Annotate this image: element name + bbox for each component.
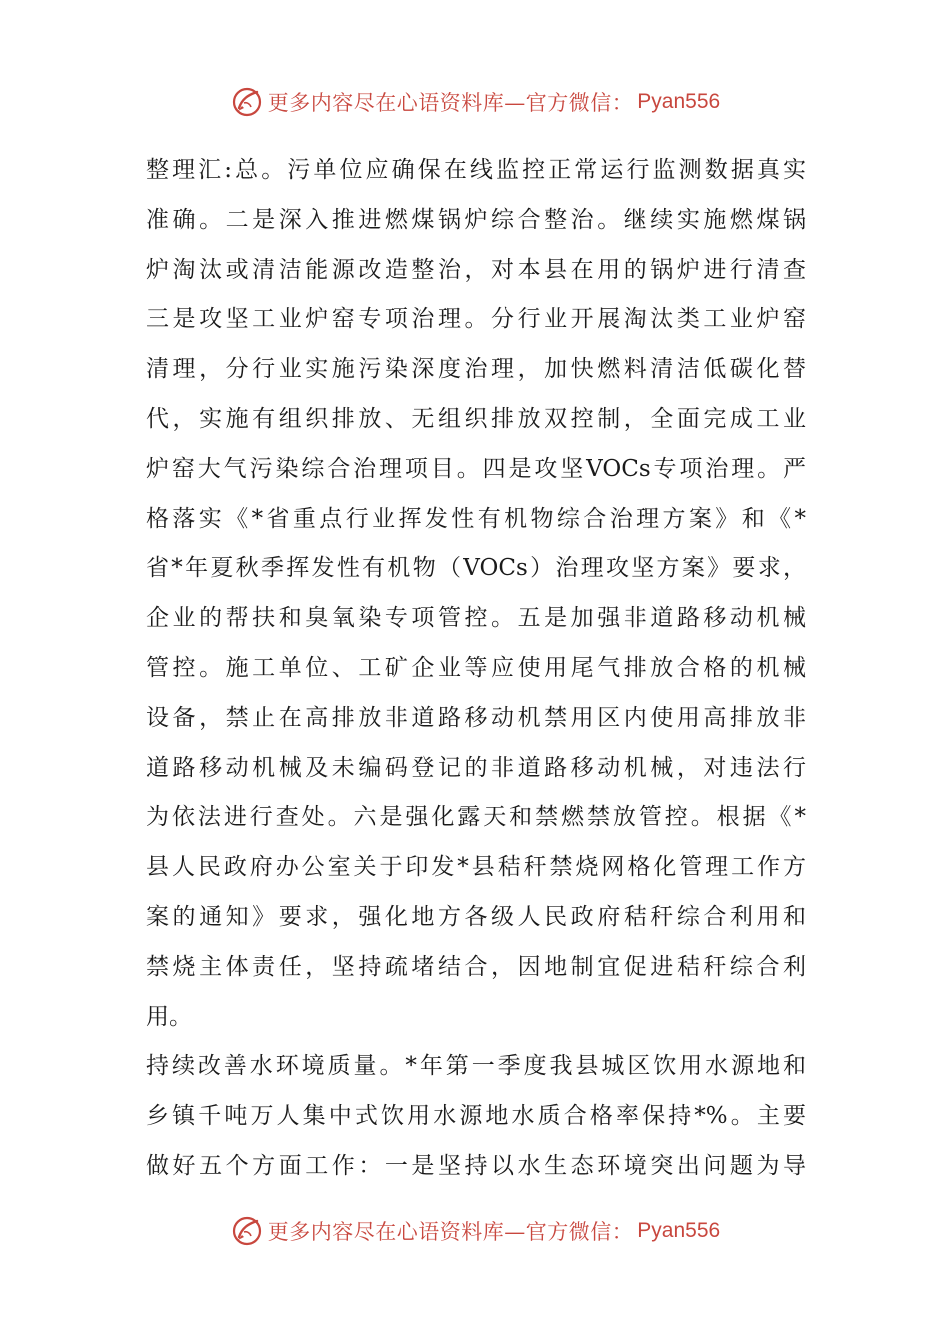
pen-swirl-logo-icon <box>230 85 264 119</box>
text-line: 用。 <box>146 1003 192 1030</box>
text-line: 准确。二是深入推进燃煤锅炉综合整治。继续实施燃煤锅 <box>146 206 806 233</box>
watermark-text: 更多内容尽在心语资料库—官方微信： <box>267 91 634 115</box>
text-line: 企业的帮扶和臭氧染专项管控。五是加强非道路移动机械 <box>146 605 806 632</box>
text-line: 省*年夏秋季挥发性有机物（VOCs）治理攻坚方案》要求， <box>146 555 806 582</box>
text-line: 案的通知》要求，强化地方各级人民政府秸秆综合利用和 <box>146 903 806 930</box>
document-body <box>146 146 806 1192</box>
text-line: 管控。施工单位、工矿企业等应使用尾气排放合格的机械 <box>146 654 806 681</box>
text-line: 持续改善水环境质量。*年第一季度我县城区饮用水源地和 <box>146 1053 806 1080</box>
watermark-wechat-id: Pyan556 <box>637 1219 721 1242</box>
header-watermark <box>0 82 950 122</box>
text-line: 做好五个方面工作：一是坚持以水生态环境突出问题为导 <box>146 1152 806 1179</box>
text-line: 乡镇千吨万人集中式饮用水源地水质合格率保持*%。主要 <box>146 1103 806 1130</box>
text-line: 道路移动机械及未编码登记的非道路移动机械，对违法行 <box>146 754 806 781</box>
text-line: 炉窑大气污染综合治理项目。四是攻坚VOCs专项治理。严 <box>146 455 806 482</box>
text-line: 三是攻坚工业炉窑专项治理。分行业开展淘汰类工业炉窑 <box>146 306 806 333</box>
text-line: 县人民政府办公室关于印发*县秸秆禁烧网格化管理工作方 <box>146 854 806 881</box>
text-line: 炉淘汰或清洁能源改造整治，对本县在用的锅炉进行清查 <box>146 256 806 283</box>
watermark-text: 更多内容尽在心语资料库—官方微信： <box>267 1220 634 1244</box>
text-line: 设备，禁止在高排放非道路移动机禁用区内使用高排放非 <box>146 704 806 731</box>
text-line: 格落实《*省重点行业挥发性有机物综合治理方案》和《* <box>146 505 806 532</box>
text-line: 禁烧主体责任，坚持疏堵结合，因地制宜促进秸秆综合利 <box>146 953 806 980</box>
watermark-wechat-id: Pyan556 <box>637 90 721 113</box>
text-line: 整理汇:总。污单位应确保在线监控正常运行监测数据真实 <box>146 157 806 183</box>
text-line: 代，实施有组织排放、无组织排放双控制，全面完成工业 <box>146 405 806 432</box>
footer-watermark <box>0 1211 950 1251</box>
text-line: 为依法进行查处。六是强化露天和禁燃禁放管控。根据《* <box>146 804 806 831</box>
text-line: 清理，分行业实施污染深度治理，加快燃料清洁低碳化替 <box>146 356 806 383</box>
pen-swirl-logo-icon <box>230 1214 264 1248</box>
